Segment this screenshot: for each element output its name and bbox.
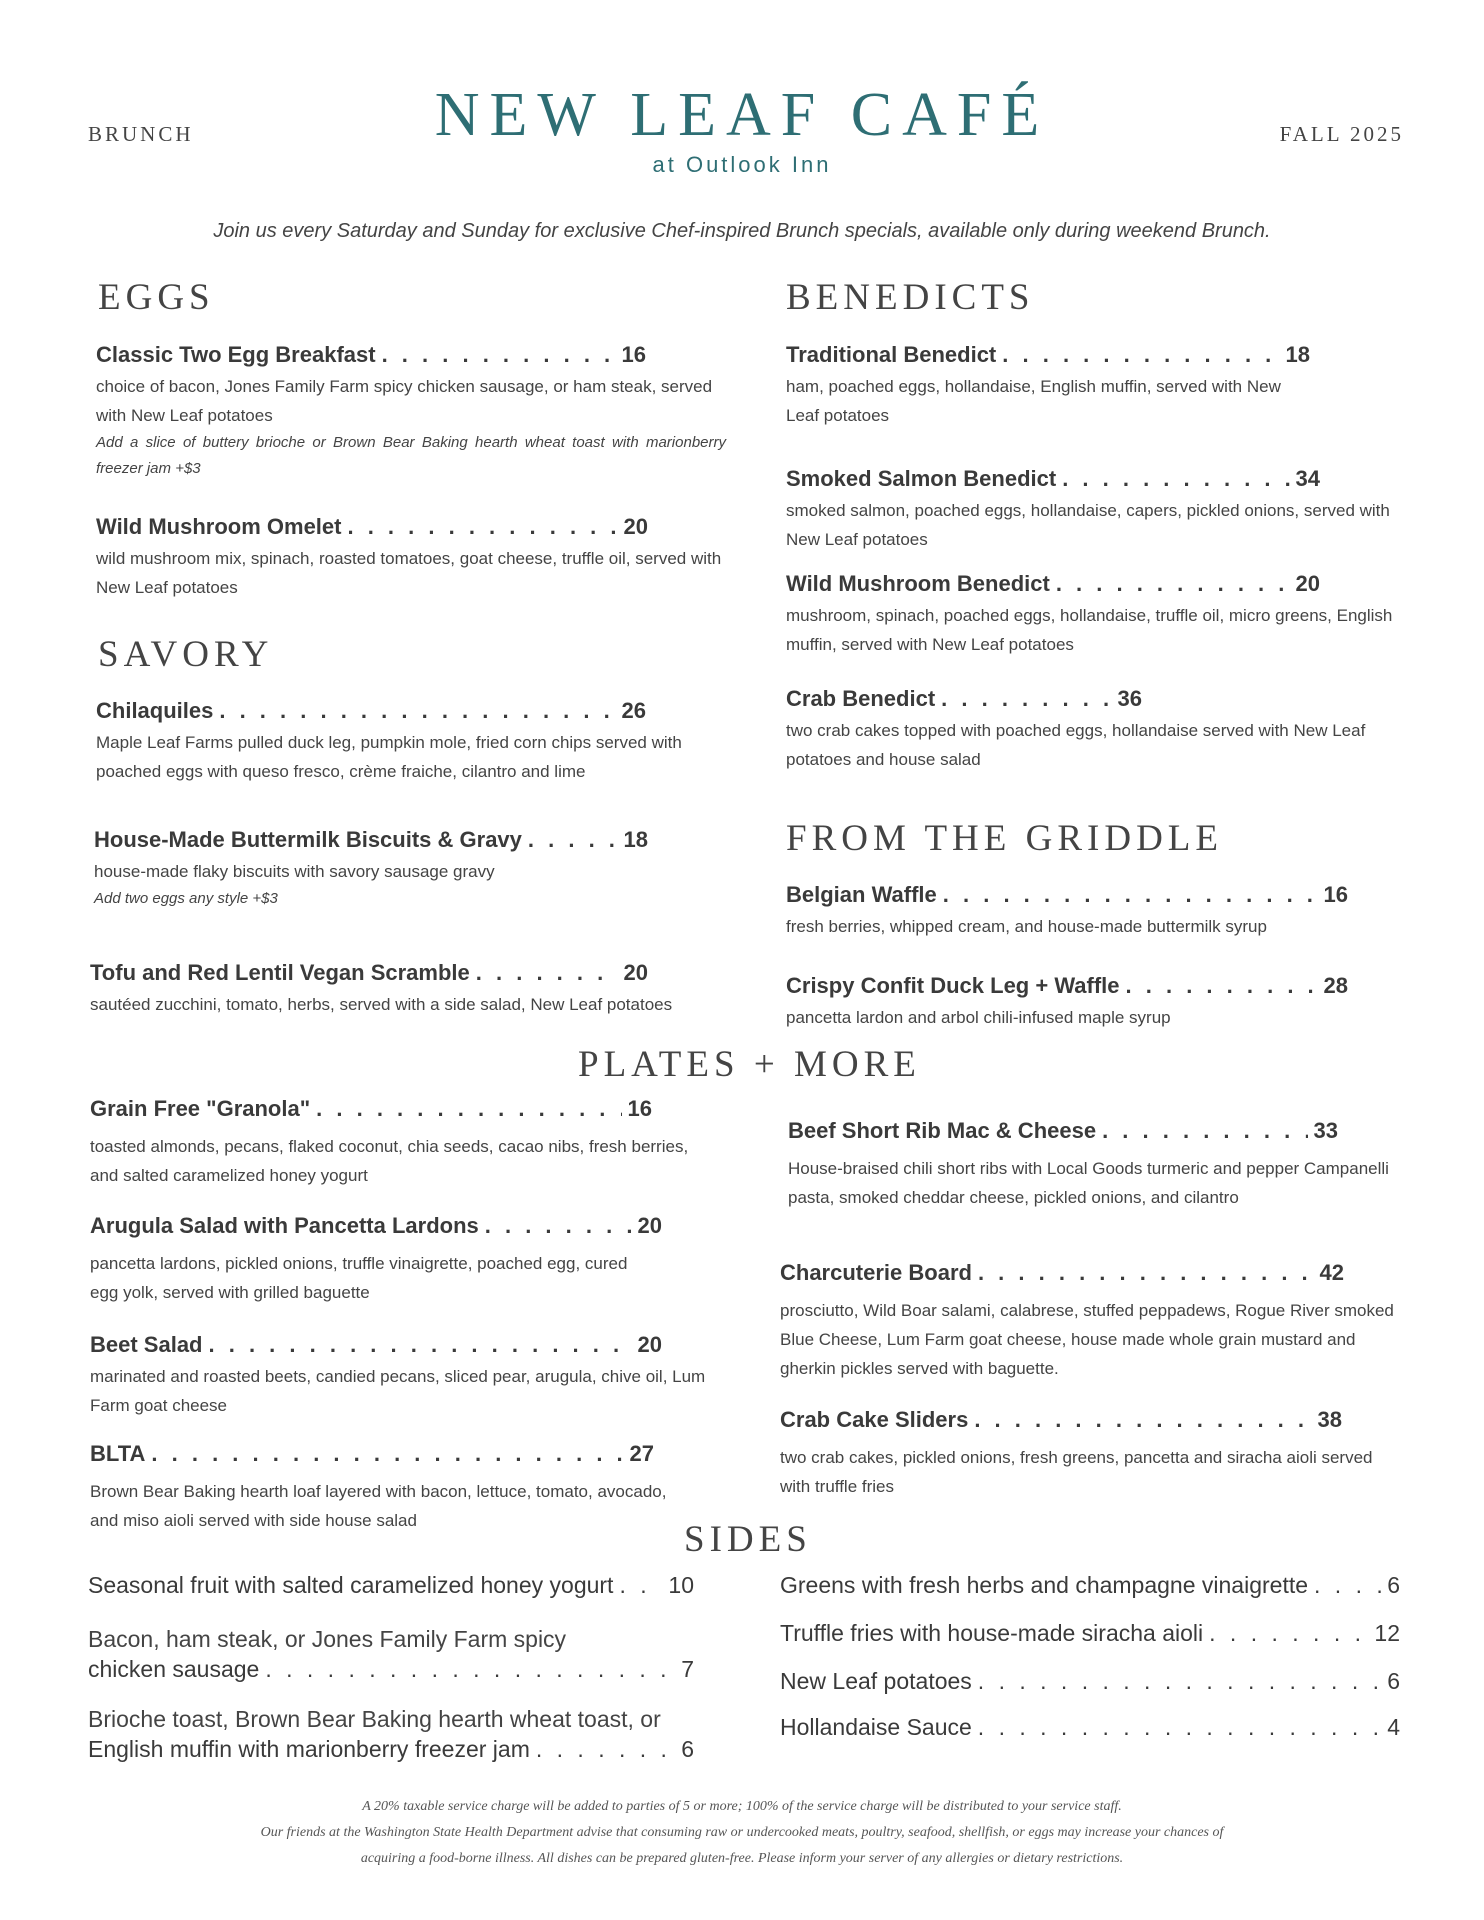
leader-dots xyxy=(1209,1618,1368,1648)
item-description: house-made flaky biscuits with savory sausage gravy xyxy=(94,862,495,881)
side-name: Truffle fries with house-made siracha aioli xyxy=(780,1620,1204,1646)
side-name-line1: Bacon, ham steak, or Jones Family Farm spicy xyxy=(88,1626,567,1652)
side-item xyxy=(88,1570,694,1600)
item-name: Wild Mushroom Omelet xyxy=(96,514,342,539)
side-item xyxy=(88,1624,694,1684)
item-name: Crispy Confit Duck Leg + Waffle xyxy=(786,973,1120,998)
side-name: chicken sausage xyxy=(88,1656,260,1682)
leader-dots xyxy=(151,1443,623,1465)
item-description: pancetta lardon and arbol chili-infused maple syrup xyxy=(786,1008,1171,1027)
item-name: Chilaquiles xyxy=(96,698,214,723)
item-name: Beef Short Rib Mac & Cheese xyxy=(788,1118,1097,1143)
footer-service-charge: A 20% taxable service charge will be added to parties of 5 or more; 100% of the service charge will be distributed to your service staff. xyxy=(362,1799,1122,1814)
item-description: Maple Leaf Farms pulled duck leg, pumpkin mole, fried corn chips served with poached eggs with queso fresco, crème fraiche, cilantro and lime xyxy=(96,733,682,781)
section-title-griddle: FROM THE GRIDDLE xyxy=(786,818,1223,859)
leader-dots xyxy=(619,1570,662,1600)
menu-item xyxy=(780,1409,1400,1501)
side-name: Greens with fresh herbs and champagne vinaigrette xyxy=(780,1572,1309,1598)
item-price: 18 xyxy=(623,827,648,852)
menu-item xyxy=(788,1120,1408,1212)
menu-item xyxy=(780,1262,1400,1383)
menu-period-label: BRUNCH xyxy=(88,122,194,146)
section-title-savory: SAVORY xyxy=(98,634,274,675)
item-name: Charcuterie Board xyxy=(780,1260,972,1285)
footer-notice xyxy=(0,1794,1484,1872)
menu-item xyxy=(786,573,1406,659)
menu-item xyxy=(90,1334,710,1420)
leader-dots xyxy=(974,1409,1311,1431)
item-note: Add a slice of buttery brioche or Brown Bear Baking hearth wheat toast with marionberry freezer jam +$3 xyxy=(96,434,726,477)
item-price: 20 xyxy=(1295,571,1320,596)
section-title-benedicts: BENEDICTS xyxy=(786,277,1035,318)
side-price: 4 xyxy=(1387,1714,1400,1740)
side-item xyxy=(780,1712,1400,1742)
menu-item xyxy=(94,829,734,912)
item-description: two crab cakes, pickled onions, fresh greens, pancetta and siracha aioli served with truffle fries xyxy=(780,1448,1373,1496)
item-name: Belgian Waffle xyxy=(786,882,937,907)
item-description: toasted almonds, pecans, flaked coconut, chia seeds, cacao nibs, fresh berries, and salted caramelized honey yogurt xyxy=(90,1137,689,1185)
leader-dots xyxy=(536,1734,675,1764)
side-item xyxy=(88,1704,694,1764)
section-title-plates: PLATES + MORE xyxy=(578,1044,921,1085)
footer-health-advisory: Our friends at the Washington State Health Department advise that consuming raw or undercooked meats, poultry, seafood, shellfish, or eggs may increase your chances of xyxy=(260,1825,1224,1840)
item-price: 20 xyxy=(623,960,648,985)
leader-dots xyxy=(265,1654,675,1684)
side-price: 6 xyxy=(681,1736,694,1762)
leader-dots xyxy=(1126,975,1318,997)
item-description: mushroom, spinach, poached eggs, hollandaise, truffle oil, micro greens, English muffin, served with New Leaf potatoes xyxy=(786,606,1393,654)
side-name-line1: Brioche toast, Brown Bear Baking hearth wheat toast, or xyxy=(88,1706,661,1732)
footer-allergy-note: acquiring a food-borne illness. All dishes can be prepared gluten-free. Please inform your server of any allergies or dietary restrictions. xyxy=(360,1851,1124,1866)
item-name: Tofu and Red Lentil Vegan Scramble xyxy=(90,960,470,985)
menu-item xyxy=(90,962,720,1019)
leader-dots xyxy=(978,1262,1314,1284)
item-name: House-Made Buttermilk Biscuits & Gravy xyxy=(94,827,522,852)
side-price: 6 xyxy=(1387,1668,1400,1694)
item-price: 33 xyxy=(1313,1118,1338,1143)
item-description: Brown Bear Baking hearth loaf layered with bacon, lettuce, tomato, avocado, and miso aioli served with side house salad xyxy=(90,1482,667,1530)
item-name: Smoked Salmon Benedict xyxy=(786,466,1057,491)
leader-dots xyxy=(347,516,617,538)
leader-dots xyxy=(476,962,618,984)
item-description: choice of bacon, Jones Family Farm spicy chicken sausage, or ham steak, served with New Leaf potatoes xyxy=(96,377,713,425)
leader-dots xyxy=(943,884,1318,906)
item-description: ham, poached eggs, hollandaise, English muffin, served with New Leaf potatoes xyxy=(786,377,1281,425)
item-price: 28 xyxy=(1323,973,1348,998)
item-price: 16 xyxy=(1323,882,1348,907)
section-title-eggs: EGGS xyxy=(98,277,215,318)
item-description: two crab cakes topped with poached eggs, hollandaise served with New Leaf potatoes and house salad xyxy=(786,721,1366,769)
item-note: Add two eggs any style +$3 xyxy=(94,890,278,907)
item-price: 20 xyxy=(637,1332,662,1357)
item-name: Crab Cake Sliders xyxy=(780,1407,969,1432)
leader-dots xyxy=(978,1666,1381,1696)
item-price: 20 xyxy=(637,1213,662,1238)
menu-item xyxy=(96,344,726,482)
item-description: sautéed zucchini, tomato, herbs, served with a side salad, New Leaf potatoes xyxy=(90,995,673,1014)
leader-dots xyxy=(1056,573,1290,595)
side-price: 10 xyxy=(668,1572,694,1598)
item-price: 20 xyxy=(623,514,648,539)
item-price: 34 xyxy=(1295,466,1320,491)
menu-item xyxy=(786,688,1406,774)
leader-dots xyxy=(219,700,615,722)
leader-dots xyxy=(485,1215,632,1237)
leader-dots xyxy=(209,1334,632,1356)
season-label: FALL 2025 xyxy=(1279,122,1404,146)
item-description: House-braised chili short ribs with Local Goods turmeric and pepper Campanelli pasta, smoked cheddar cheese, pickled onions, and cilantro xyxy=(788,1159,1389,1207)
leader-dots xyxy=(1314,1570,1381,1600)
side-name: Hollandaise Sauce xyxy=(780,1714,972,1740)
menu-item xyxy=(90,1443,690,1535)
leader-dots xyxy=(1002,344,1279,366)
side-name: New Leaf potatoes xyxy=(780,1668,972,1694)
leader-dots xyxy=(316,1098,621,1120)
menu-item xyxy=(786,884,1406,941)
item-price: 16 xyxy=(621,342,646,367)
side-price: 6 xyxy=(1387,1572,1400,1598)
item-name: Crab Benedict xyxy=(786,686,936,711)
leader-dots xyxy=(382,344,616,366)
page-subtitle: at Outlook Inn xyxy=(652,152,832,177)
item-price: 38 xyxy=(1317,1407,1342,1432)
menu-item xyxy=(786,468,1406,554)
item-price: 42 xyxy=(1319,1260,1344,1285)
leader-dots xyxy=(1102,1120,1307,1142)
leader-dots xyxy=(941,688,1111,710)
item-name: Classic Two Egg Breakfast xyxy=(96,342,376,367)
page-title: NEW LEAF CAFÉ xyxy=(434,81,1050,149)
item-price: 26 xyxy=(621,698,646,723)
menu-item xyxy=(90,1098,710,1190)
side-item xyxy=(780,1666,1400,1696)
menu-item xyxy=(96,516,726,602)
item-description: marinated and roasted beets, candied pecans, sliced pear, arugula, chive oil, Lum Farm goat cheese xyxy=(90,1367,706,1415)
leader-dots xyxy=(978,1712,1381,1742)
side-price: 12 xyxy=(1374,1620,1400,1646)
item-price: 27 xyxy=(629,1441,654,1466)
item-description: fresh berries, whipped cream, and house-made buttermilk syrup xyxy=(786,917,1267,936)
leader-dots xyxy=(528,829,618,851)
leader-dots xyxy=(1062,468,1289,490)
item-name: Beet Salad xyxy=(90,1332,203,1357)
item-description: prosciutto, Wild Boar salami, calabrese, stuffed peppadews, Rogue River smoked Blue Cheese, Lum Farm goat cheese, house made whole grain mustard and gherkin pickles served with baguette. xyxy=(780,1301,1394,1378)
menu-item xyxy=(96,700,736,786)
menu-item xyxy=(786,342,1310,430)
item-description: pancetta lardons, pickled onions, truffle vinaigrette, poached egg, cured egg yolk, served with grilled baguette xyxy=(90,1254,628,1302)
item-name: Traditional Benedict xyxy=(786,342,997,367)
menu-item xyxy=(786,975,1406,1032)
item-description: smoked salmon, poached eggs, hollandaise, capers, pickled onions, served with New Leaf potatoes xyxy=(786,501,1390,549)
item-name: Grain Free "Granola" xyxy=(90,1096,311,1121)
item-price: 16 xyxy=(627,1096,652,1121)
intro-text: Join us every Saturday and Sunday for exclusive Chef-inspired Brunch specials, available only during weekend Brunch. xyxy=(213,220,1271,242)
side-name: English muffin with marionberry freezer jam xyxy=(88,1736,530,1762)
item-price: 18 xyxy=(1285,342,1310,367)
item-name: Arugula Salad with Pancetta Lardons xyxy=(90,1213,479,1238)
menu-item xyxy=(90,1215,660,1307)
item-name: Wild Mushroom Benedict xyxy=(786,571,1050,596)
side-item xyxy=(780,1570,1400,1600)
item-name: BLTA xyxy=(90,1441,146,1466)
side-price: 7 xyxy=(681,1656,694,1682)
section-title-sides: SIDES xyxy=(684,1519,812,1560)
side-item xyxy=(780,1618,1400,1648)
item-description: wild mushroom mix, spinach, roasted tomatoes, goat cheese, truffle oil, served with New Leaf potatoes xyxy=(96,549,722,597)
side-name: Seasonal fruit with salted caramelized honey yogurt xyxy=(88,1572,614,1598)
item-price: 36 xyxy=(1117,686,1142,711)
